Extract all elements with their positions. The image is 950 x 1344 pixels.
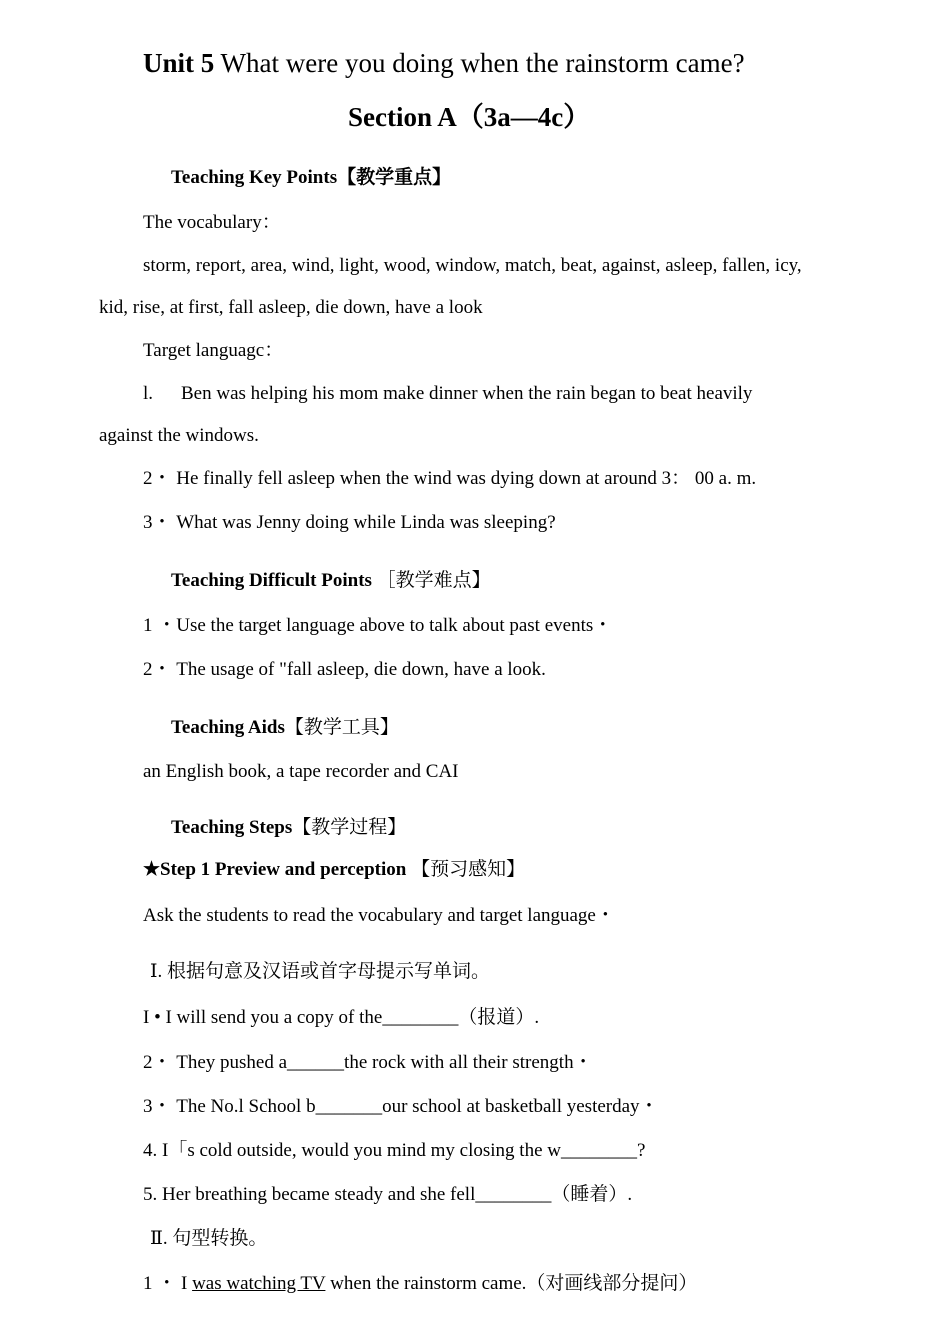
step-1-cn: 【预习感知】 — [411, 859, 526, 880]
difficult-points-heading-en: Teaching Difficult Points — [171, 570, 372, 591]
aids-heading-en: Teaching Aids — [171, 717, 285, 738]
steps-heading-en: Teaching Steps — [171, 817, 293, 838]
exercise-1-q4: 4. I「s cold outside, would you mind my closing the w________? — [143, 1140, 646, 1161]
exercise-2-heading: Ⅱ. 句型转换。 — [150, 1228, 268, 1249]
target-label: Target languagc： — [143, 340, 284, 361]
difficult-point-2: 2・ The usage of "fall asleep, die down, have a look. — [143, 659, 546, 680]
exercise-1-heading: Ⅰ. 根据句意及汉语或首字母提示写单词。 — [150, 961, 491, 982]
section-title: Section A（3a—4c） — [348, 102, 591, 132]
key-points-heading-en: Teaching Key Points — [171, 167, 338, 188]
sentence-3: 3・ What was Jenny doing while Linda was sleeping? — [143, 512, 556, 533]
unit-label: Unit 5 — [143, 48, 215, 78]
exercise-2-q1-suffix: when the rainstorm came.（对画线部分提问） — [325, 1273, 698, 1294]
step-1-text: Ask the students to read the vocabulary and target language・ — [143, 905, 615, 926]
steps-heading — [171, 818, 406, 837]
title-question: What were you doing when the rainstorm came? — [220, 48, 745, 78]
vocab-line-2: kid, rise, at first, fall asleep, die down, have a look — [99, 297, 483, 318]
sentence-2: 2・ He finally fell asleep when the wind was dying down at around 3： 00 a. m. — [143, 468, 757, 489]
difficult-point-1: 1 ・Use the target language above to talk about past events・ — [143, 615, 613, 636]
sentence-1-line-1: Ben was helping his mom make dinner when the rain began to beat heavily — [181, 383, 753, 404]
exercise-2-q1 — [143, 1274, 697, 1293]
exercise-1-q2: 2・ They pushed a______the rock with all their strength・ — [143, 1052, 593, 1073]
key-points-heading — [171, 168, 451, 187]
exercise-1-q3: 3・ The No.l School b_______our school at basketball yesterday・ — [143, 1096, 659, 1117]
key-points-heading-cn: 【教学重点】 — [337, 167, 452, 188]
sentence-1-num: l. — [143, 383, 154, 404]
vocab-label: The vocabulary： — [143, 212, 281, 233]
exercise-2-q1-underlined: was watching TV — [192, 1273, 326, 1294]
aids-heading — [171, 718, 399, 737]
step-1-label: ★Step 1 Preview and perception — [143, 859, 407, 880]
aids-heading-cn: 【教学工具】 — [284, 717, 399, 738]
difficult-points-heading-cn: ［教学难点】 — [376, 570, 491, 591]
exercise-1-q5: 5. Her breathing became steady and she fell________（睡着）. — [143, 1184, 633, 1205]
exercise-1-q1: I • I will send you a copy of the________（报道）. — [143, 1007, 540, 1028]
steps-heading-cn: 【教学过程】 — [292, 817, 407, 838]
vocab-line-1: storm, report, area, wind, light, wood, window, match, beat, against, asleep, fallen, icy, — [143, 255, 802, 276]
page-title — [143, 50, 745, 77]
exercise-2-q1-prefix: 1 ・ I — [143, 1273, 193, 1294]
aids-text: an English book, a tape recorder and CAI — [143, 761, 459, 782]
sentence-1-line-2: against the windows. — [99, 425, 259, 446]
difficult-points-heading — [171, 571, 491, 590]
step-1-heading — [143, 860, 525, 879]
